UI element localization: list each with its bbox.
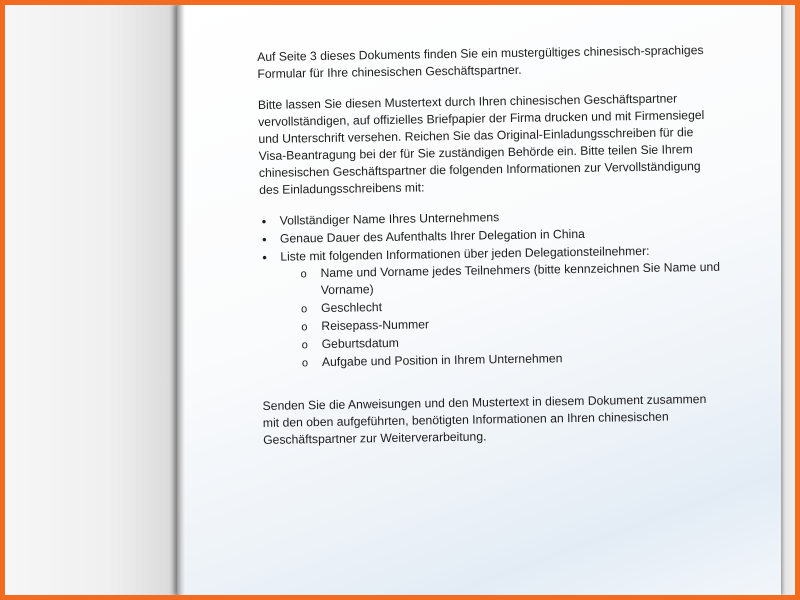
- instructions-paragraph: Bitte lassen Sie diesen Mustertext durch Ihren chinesischen Geschäftspartner vervollständigen, auf offizielles Briefpapier der Firma drucken und mit Firmensiegel und Unterschrift versehen. Reichen Sie das Original-Einladungsschreiben für die Visa-Beantragung bei der für Sie zuständigen Behörde ein. Bitte teilen Sie Ihrem chinesischen Geschäftspartner die folgenden Informationen zur Vervollständigung des Einladungsschreibens mit:: [257, 91, 705, 197]
- participant-info-list: [280, 259, 722, 372]
- background-left: [5, 5, 177, 595]
- intro-paragraph: Auf Seite 3 dieses Dokuments finden Sie ein mustergültiges chinesisch-sprachiges Formular für Ihre chinesischen Geschäftspartner.: [257, 42, 704, 81]
- document-body: [257, 42, 723, 463]
- sub-list-item-text: Geschlecht: [320, 300, 383, 316]
- sub-list-item-text: Name und Vorname jedes Teilnehmers (bitte kennzeichnen Sie Name und Vorname): [320, 259, 721, 298]
- list-item-text: Genaue Dauer des Aufenthalts Ihrer Delegation in China: [279, 226, 585, 246]
- sub-list-item-text: Aufgabe und Position in Ihrem Unternehmen: [321, 351, 563, 370]
- requirements-list: [260, 206, 722, 372]
- sub-list-item: [280, 259, 720, 300]
- list-item: [260, 242, 722, 372]
- sub-list-item-text: Reisepass-Nummer: [321, 317, 430, 334]
- sub-list-item-text: Geburtsdatum: [321, 335, 399, 352]
- list-item-text: Liste mit folgenden Informationen über jeden Delegationsteilnehmer:: [280, 243, 650, 264]
- closing-paragraph: Senden Sie die Anweisungen und den Mustertext in diesem Dokument zusammen mit den oben aufgeführten, benötigten Informationen an Ihren chinesischen Geschäftspartner zur Weiterverarbeitung.: [262, 391, 707, 447]
- list-item-text: Vollständiger Name Ihres Unternehmens: [279, 210, 500, 228]
- document-page: [177, 5, 781, 595]
